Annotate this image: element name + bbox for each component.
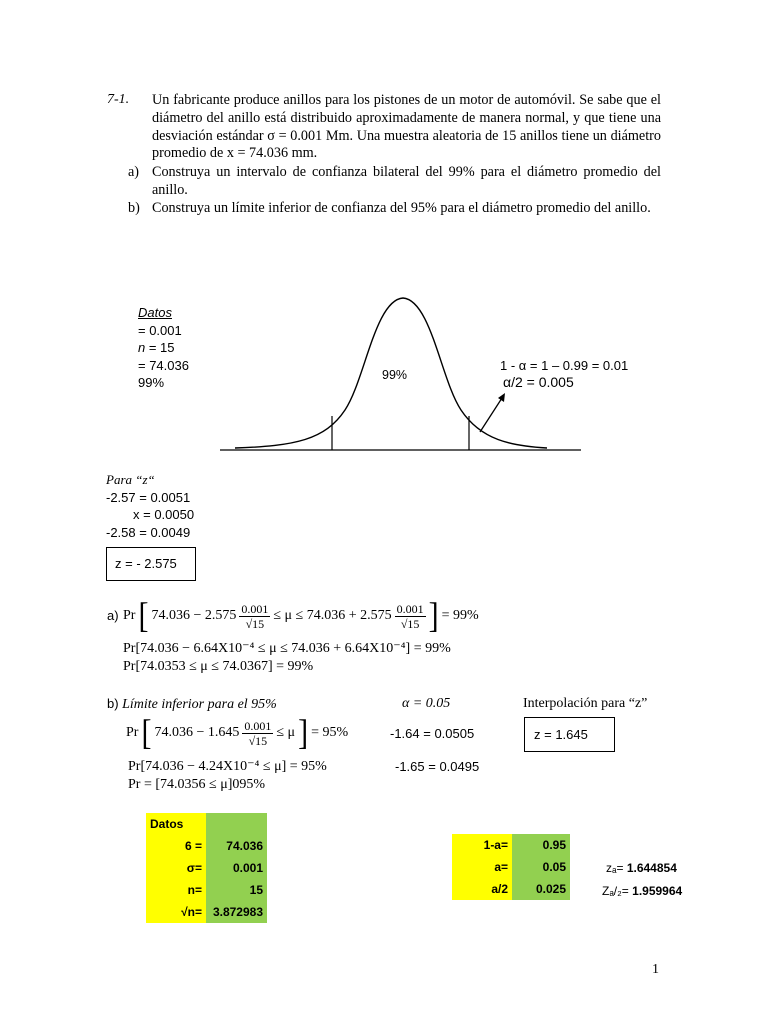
eq-end: = 99% <box>441 608 479 623</box>
para-z-title: Para “z“ <box>106 472 155 487</box>
table-row <box>146 857 267 879</box>
cell-label: 1-a= <box>452 834 512 856</box>
datos-table <box>146 813 267 923</box>
datos-table-header: Datos <box>146 813 206 835</box>
cell-value: 0.001 <box>206 857 267 879</box>
tail-arrow-line <box>480 398 502 432</box>
left-bracket: [ <box>138 595 149 636</box>
part-b-equation-3: Pr = [74.0356 ≤ μ]095% <box>128 777 266 792</box>
part-a-equation-1 <box>123 596 479 636</box>
part-b-alpha: α = 0.05 <box>402 696 451 711</box>
cell-label: n= <box>146 879 206 901</box>
datos-block <box>138 304 189 392</box>
datos-table-header-row <box>146 813 267 835</box>
pr-b-text: Pr <box>126 725 139 740</box>
fraction-b-denominator: √15 <box>248 733 268 748</box>
z-interp-text: z = 1.645 <box>534 727 588 742</box>
interpolation-title: Interpolación para “z” <box>523 696 648 711</box>
z-alpha-half-label: Zₐ/₂= <box>602 884 629 898</box>
part-b-equation-1 <box>126 713 348 753</box>
cell-value: 0.95 <box>512 834 570 856</box>
item-a-label: a) <box>128 164 140 180</box>
cell-value: 15 <box>206 879 267 901</box>
cell-label: σ= <box>146 857 206 879</box>
fraction-2-denominator: √15 <box>400 616 420 631</box>
fraction-denominator: √15 <box>245 616 265 631</box>
datos-title: Datos <box>138 305 172 320</box>
z-result-text: z = - 2.575 <box>115 556 177 571</box>
part-b-title: Límite inferior para el 95% <box>122 697 277 712</box>
alpha-line-2: α/2 = 0.005 <box>503 374 574 390</box>
z-alpha-value: 1.644854 <box>626 861 677 875</box>
datos-n <box>138 339 189 357</box>
problem-statement: Un fabricante produce anillos para los pistones de un motor de automóvil. Se sabe que el diámetro del anillo está distribuido aproximadamente de manera normal, y que tiene una desviación estándar σ = 0.001 Mm. Una muestra aleatoria de 15 anillos tiene un diámetro promedio de x = 74.036 mm. <box>152 92 661 162</box>
eq-body: 74.036 − 2.575 <box>151 608 237 623</box>
fraction <box>239 602 270 631</box>
table-row <box>146 901 267 923</box>
interp-line-2: -1.65 = 0.0495 <box>395 759 480 774</box>
left-bracket-b: [ <box>141 712 152 753</box>
item-b-text: Construya un límite inferior de confianza del 95% para el diámetro promedio del anillo. <box>152 200 651 216</box>
cell-label: a= <box>452 856 512 878</box>
interp-line-1: -1.64 = 0.0505 <box>390 726 475 741</box>
datos-confidence: 99% <box>138 375 165 390</box>
eq-b-middle: ≤ μ <box>276 725 296 740</box>
right-bracket: ] <box>428 595 439 636</box>
part-b-label: b) <box>107 696 119 711</box>
pr-text: Pr <box>123 608 136 623</box>
eq-b-body: 74.036 − 1.645 <box>154 725 240 740</box>
datos-sigma: = 0.001 <box>138 322 182 338</box>
z-alpha-half-value: 1.959964 <box>632 884 683 898</box>
datos-n-var: n <box>138 340 146 355</box>
part-b-equation-2: Pr[74.036 − 4.24X10⁻⁴ ≤ μ] = 95% <box>128 759 327 774</box>
part-a-equation-2: Pr[74.036 − 6.64X10⁻⁴ ≤ μ ≤ 74.036 + 6.64X10⁻⁴] = 99% <box>123 641 451 656</box>
cell-label: √n= <box>146 901 206 923</box>
table-row <box>146 879 267 901</box>
cell-value: 0.05 <box>512 856 570 878</box>
z-alpha-half-result <box>602 884 682 898</box>
tail-arrow-head <box>498 393 505 402</box>
fraction-numerator: 0.001 <box>241 601 269 616</box>
item-a-text: Construya un intervalo de confianza bilateral del 99% para el diámetro promedio del anillo. <box>152 164 661 198</box>
alpha-line-1: 1 - α = 1 – 0.99 = 0.01 <box>500 358 629 373</box>
fraction-b-numerator: 0.001 <box>244 718 272 733</box>
z-result-box <box>106 547 196 581</box>
part-a-label: a) <box>107 608 119 623</box>
cell-value: 3.872983 <box>206 901 267 923</box>
part-b-heading <box>107 696 277 713</box>
para-z-line-3: -2.58 = 0.0049 <box>106 524 191 540</box>
cell-value: 0.025 <box>512 878 570 900</box>
problem-number: 7-1. <box>107 92 130 107</box>
para-z-line-1: -2.57 = 0.0051 <box>106 489 191 505</box>
z-interp-box <box>524 717 615 752</box>
table-row <box>452 856 570 878</box>
z-alpha-result <box>606 861 677 875</box>
fraction-2-numerator: 0.001 <box>396 601 424 616</box>
table-row <box>146 835 267 857</box>
eq-b-end: = 95% <box>311 725 349 740</box>
right-bracket-b: ] <box>298 712 309 753</box>
curve-center-label: 99% <box>382 368 408 382</box>
table-row <box>452 878 570 900</box>
part-a-equation-3: Pr[74.0353 ≤ μ ≤ 74.0367] = 99% <box>123 659 314 674</box>
eq-middle: ≤ μ ≤ 74.036 + 2.575 <box>273 608 392 623</box>
alpha-table <box>452 834 570 900</box>
para-z-line-2: x = 0.0050 <box>133 507 195 522</box>
page-number: 1 <box>652 962 659 977</box>
fraction-2 <box>395 602 426 631</box>
datos-n-value: = 15 <box>145 340 175 355</box>
datos-mean: = 74.036 <box>138 357 189 373</box>
item-b-label: b) <box>128 200 140 216</box>
para-z-block <box>106 471 194 541</box>
cell-label: 6 = <box>146 835 206 857</box>
z-alpha-label: zₐ= <box>606 861 624 875</box>
datos-table-header-fill <box>206 813 267 835</box>
fraction-b <box>242 719 273 748</box>
alpha-annotation <box>500 357 628 391</box>
cell-value: 74.036 <box>206 835 267 857</box>
cell-label: a/2 <box>452 878 512 900</box>
table-row <box>452 834 570 856</box>
